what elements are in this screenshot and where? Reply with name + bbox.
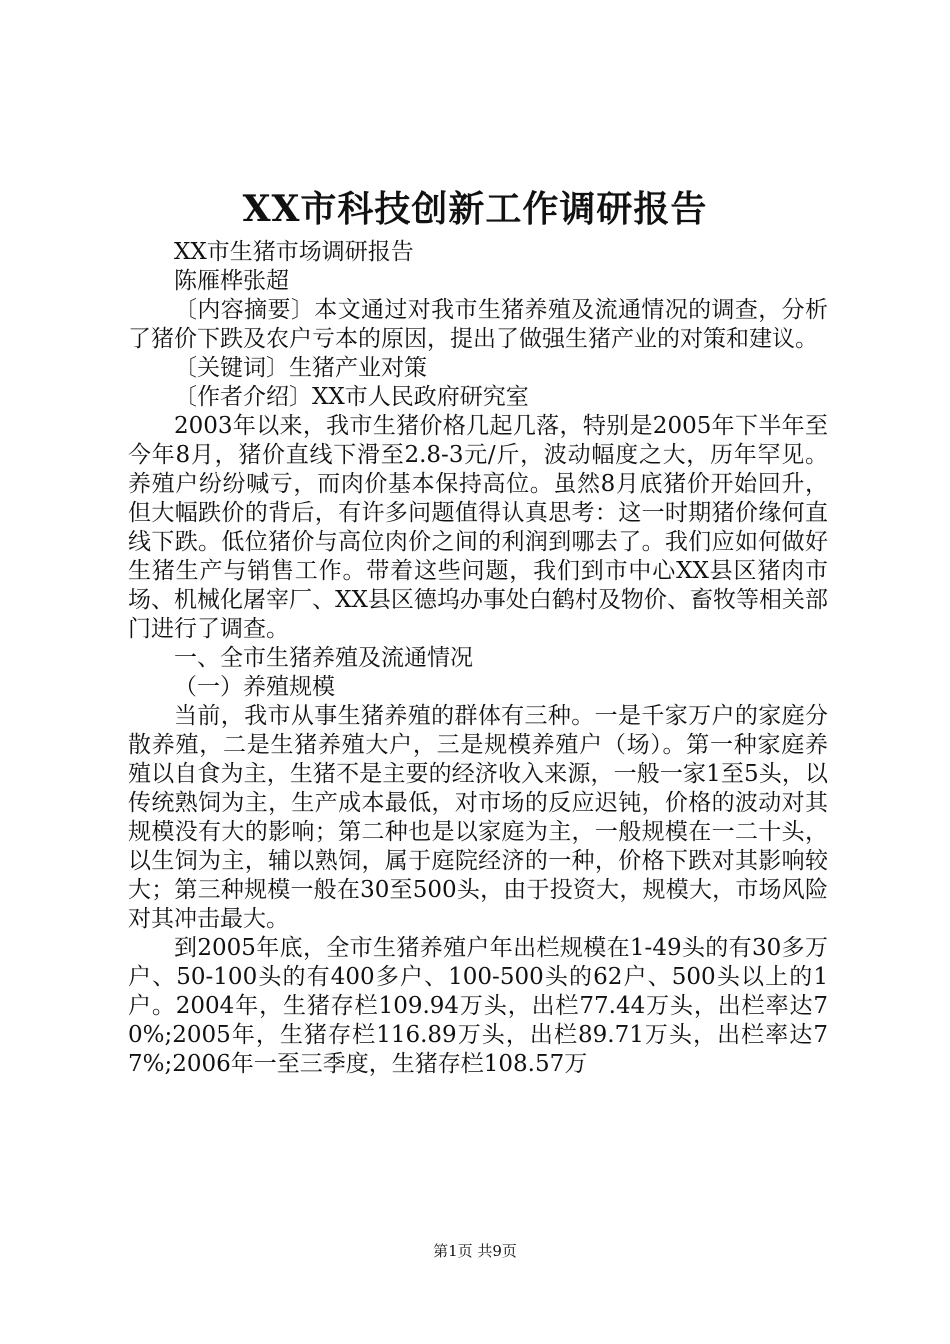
body-paragraph: 到2005年底，全市生猪养殖户年出栏规模在1-49头的有30多万户、50-100头的有400多户、100-500头的62户、500头以上的1户。2004年，生猪存栏109.94万头，出栏77.44万头，出栏率达70%;2005年，生猪存栏116.89万头，出栏89.71万头，出栏率达77%;2006年一至三季度，生猪存栏108.57万 (128, 935, 828, 1077)
author-intro-paragraph: 〔作者介绍〕XX市人民政府研究室 (174, 384, 529, 410)
subtitle-paragraph: XX市生猪市场调研报告 (174, 239, 414, 265)
document-title: XX市科技创新工作调研报告 (242, 188, 708, 230)
section-heading: 一、全市生猪养殖及流通情况 (174, 645, 473, 671)
authors-paragraph: 陈雁桦张超 (174, 268, 289, 294)
document-body (128, 238, 828, 1079)
keywords-paragraph: 〔关键词〕生猪产业对策 (174, 355, 427, 381)
intro-paragraph: 2003年以来，我市生猪价格几起几落，特别是2005年下半年至今年8月，猪价直线下滑至2.8-3元/斤，波动幅度之大，历年罕见。养殖户纷纷喊亏，而肉价基本保持高位。虽然8月底猪价开始回升，但大幅跌价的背后，有许多问题值得认真思考：这一时期猪价缘何直线下跌。低位猪价与高位肉价之间的利润到哪去了。我们应如何做好生猪生产与销售工作。带着这些问题，我们到市中心XX县区猪肉市场、机械化屠宰厂、XX县区德坞办事处白鹤村及物价、畜牧等相关部门进行了调查。 (128, 413, 828, 642)
body-paragraph: 当前，我市从事生猪养殖的群体有三种。一是千家万户的家庭分散养殖，二是生猪养殖大户，三是规模养殖户（场）。第一种家庭养殖以自食为主，生猪不是主要的经济收入来源，一般一家1至5头，以传统熟饲为主，生产成本最低，对市场的反应迟钝，价格的波动对其规模没有大的影响；第二种也是以家庭为主，一般规模在一二十头，以生饲为主，辅以熟饲，属于庭院经济的一种，价格下跌对其影响较大；第三种规模一般在30至500头，由于投资大，规模大，市场风险对其冲击最大。 (128, 703, 828, 932)
subsection-heading: （一）养殖规模 (174, 674, 335, 700)
abstract-paragraph: 〔内容摘要〕本文通过对我市生猪养殖及流通情况的调查，分析了猪价下跌及农户亏本的原因，提出了做强生猪产业的对策和建议。 (128, 297, 828, 352)
page-footer: 第1页 共9页 (433, 1242, 517, 1260)
